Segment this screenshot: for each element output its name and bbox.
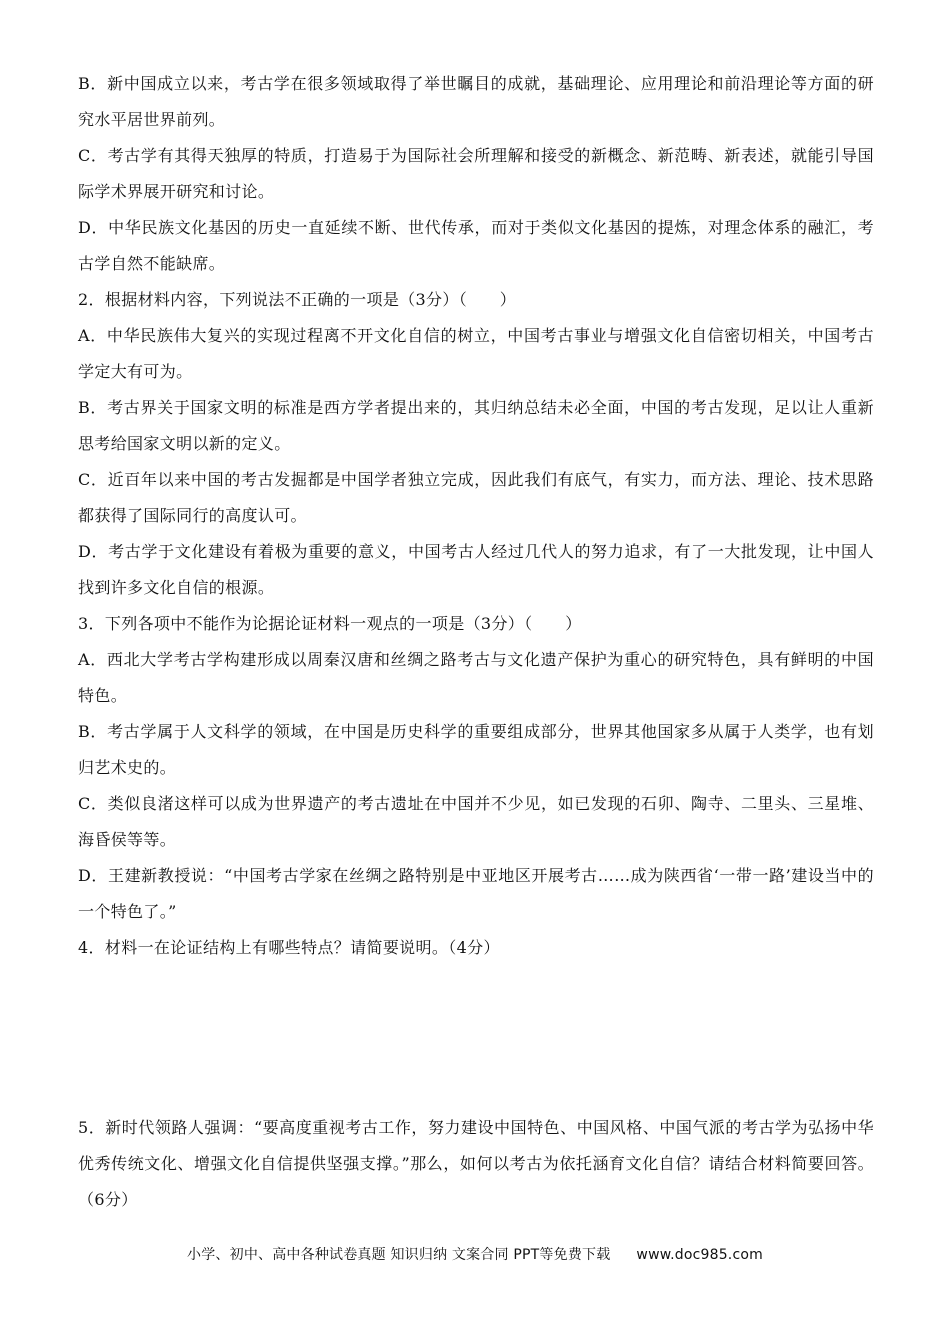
q2-option-b: B．考古界关于国家文明的标准是西方学者提出来的，其归纳总结未必全面，中国的考古发现，足以让人重新思考给国家文明以新的定义。 bbox=[78, 398, 874, 453]
q2-option-d: D．考古学于文化建设有着极为重要的意义，中国考古人经过几代人的努力追求，有了一大批发现，让中国人找到许多文化自信的根源。 bbox=[78, 542, 874, 597]
q1-option-b: B．新中国成立以来，考古学在很多领域取得了举世瞩目的成就，基础理论、应用理论和前沿理论等方面的研究水平居世界前列。 bbox=[78, 74, 874, 129]
question-5: 5．新时代领路人强调：“要高度重视考古工作，努力建设中国特色、中国风格、中国气派的考古学为弘扬中华优秀传统文化、增强文化自信提供坚强支撑。”那么，如何以考古为依托涵育文化自信？请结合材料简要回答。（6分） bbox=[78, 1118, 874, 1209]
q2-option-a: A．中华民族伟大复兴的实现过程离不开文化自信的树立，中国考古事业与增强文化自信密切相关，中国考古学定大有可为。 bbox=[78, 326, 874, 381]
answer-space bbox=[78, 966, 874, 1110]
q1-option-c: C．考古学有其得天独厚的特质，打造易于为国际社会所理解和接受的新概念、新范畴、新表述，就能引导国际学术界展开研究和讨论。 bbox=[78, 146, 874, 201]
q1-option-d: D．中华民族文化基因的历史一直延续不断、世代传承，而对于类似文化基因的提炼，对理念体系的融汇，考古学自然不能缺席。 bbox=[78, 218, 874, 273]
q3-option-d: D．王建新教授说：“中国考古学家在丝绸之路特别是中亚地区开展考古……成为陕西省‘一带一路’建设当中的一个特色了。” bbox=[78, 866, 874, 921]
footer-site-link[interactable]: www.doc985.com bbox=[636, 1247, 763, 1263]
question-2: 2．根据材料内容，下列说法不正确的一项是（3分）（ ） bbox=[78, 290, 517, 309]
footer-text: 小学、初中、高中各种试卷真题 知识归纳 文案合同 PPT等免费下载 bbox=[187, 1247, 611, 1263]
q3-option-b: B．考古学属于人文科学的领域，在中国是历史科学的重要组成部分，世界其他国家多从属于人类学，也有划归艺术史的。 bbox=[78, 722, 874, 777]
question-4: 4．材料一在论证结构上有哪些特点？请简要说明。（4分） bbox=[78, 938, 500, 957]
exam-content bbox=[78, 66, 874, 1218]
question-3: 3．下列各项中不能作为论据论证材料一观点的一项是（3分）（ ） bbox=[78, 614, 582, 633]
q3-option-c: C．类似良渚这样可以成为世界遗产的考古遗址在中国并不少见，如已发现的石卯、陶寺、二里头、三星堆、海昏侯等等。 bbox=[78, 794, 874, 849]
page-footer bbox=[0, 1244, 950, 1264]
q3-option-a: A．西北大学考古学构建形成以周秦汉唐和丝绸之路考古与文化遗产保护为重心的研究特色，具有鲜明的中国特色。 bbox=[78, 650, 874, 705]
q2-option-c: C．近百年以来中国的考古发掘都是中国学者独立完成，因此我们有底气，有实力，而方法、理论、技术思路都获得了国际同行的高度认可。 bbox=[78, 470, 874, 525]
